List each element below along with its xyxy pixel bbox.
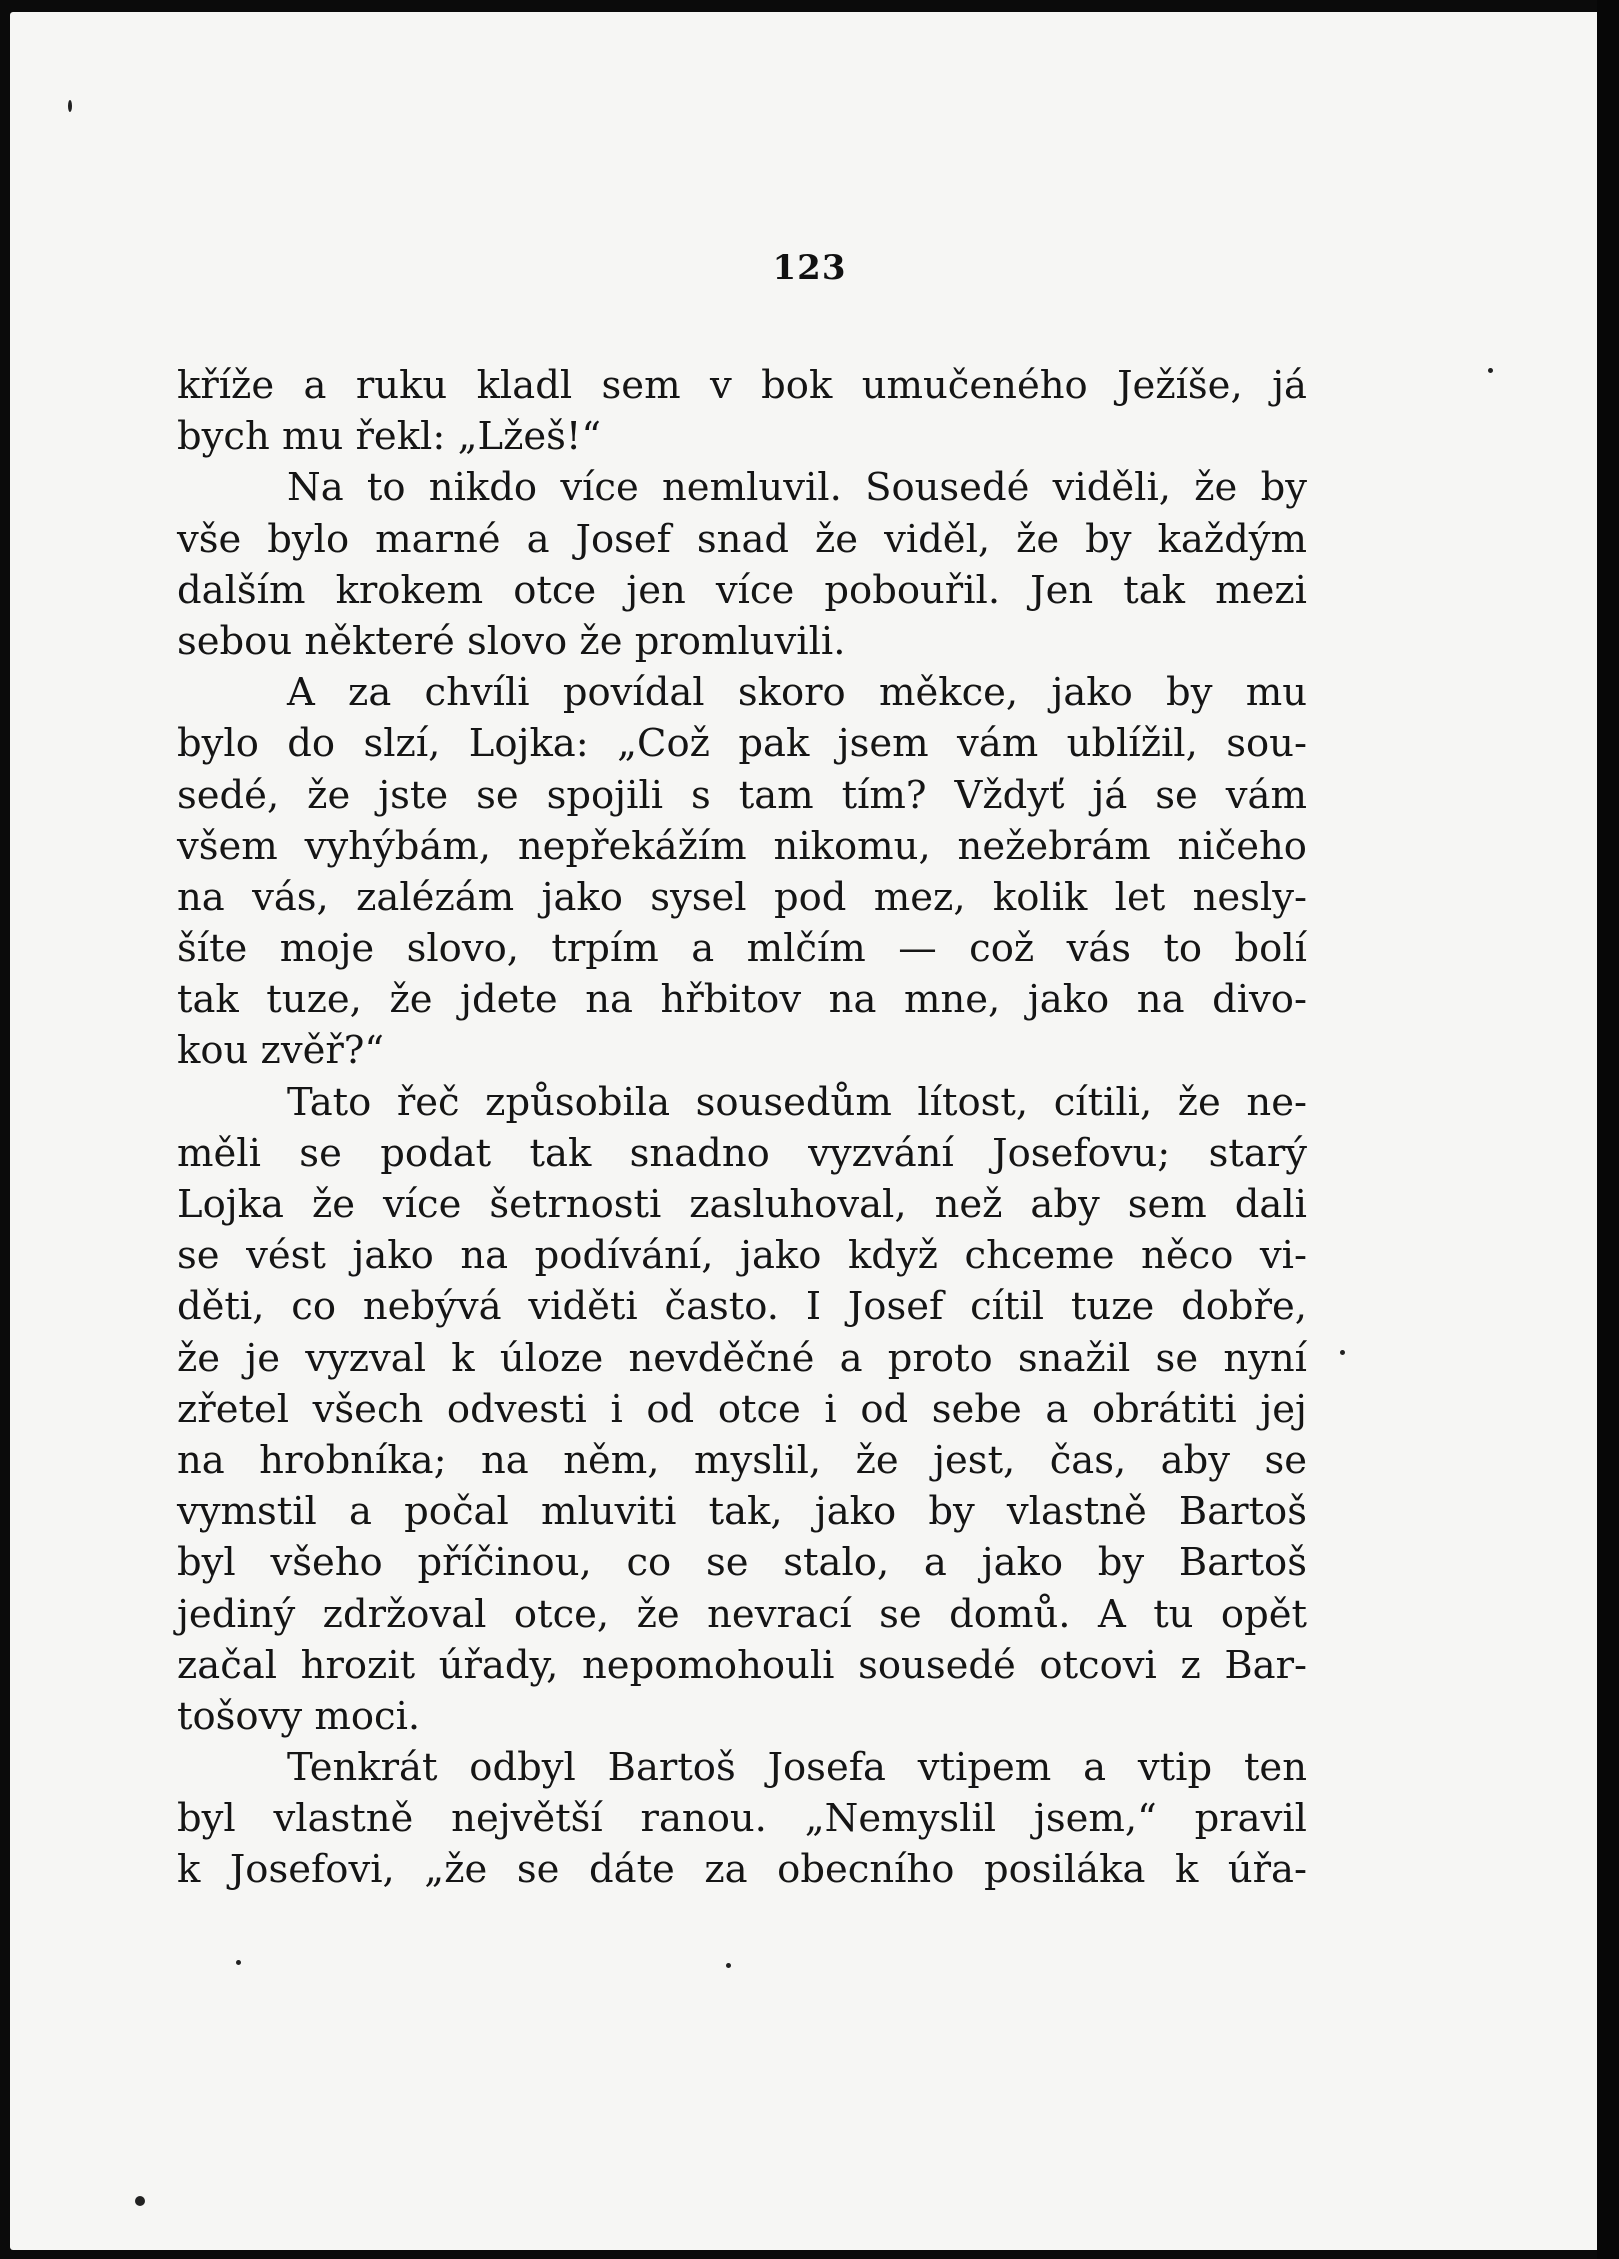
text-line: sedé, že jste se spojili s tam tím? Vždyť já se vám [177,772,1307,818]
text-line: k Josefovi, „že se dáte za obecního posiláka k úřa- [177,1847,1307,1893]
text-line: sebou některé slovo že promluvili. [177,618,846,664]
scan-speck [68,100,72,112]
text-line: Na to nikdo více nemluvil. Sousedé viděli, že by [287,465,1307,511]
text-line: na vás, zalézám jako sysel pod mez, kolik let nesly- [177,874,1307,920]
text-line: kou zvěř?“ [177,1028,385,1074]
text-line: Tato řeč způsobila sousedům lítost, cítili, že ne- [287,1079,1307,1125]
text-line: vše bylo marné a Josef snad že viděl, že by každým [177,516,1307,562]
text-line: všem vyhýbám, nepřekážím nikomu, nežebrám ničeho [177,823,1307,869]
text-line: děti, co nebývá viděti často. I Josef cítil tuze dobře, [177,1284,1307,1330]
text-line: Lojka že více šetrnosti zasluhoval, než aby sem dali [177,1182,1307,1227]
text-line: vymstil a počal mluviti tak, jako by vlastně Bartoš [177,1489,1307,1535]
text-line: že je vyzval k úloze nevděčné a proto snažil se nyní [177,1335,1307,1381]
text-line: dalším krokem otce jen více pobouřil. Jen tak mezi [177,567,1307,613]
body-text [177,360,1307,1896]
text-line: začal hrozit úřady, nepomohouli sousedé otcovi z Bar- [177,1642,1307,1688]
text-line: byl všeho příčinou, co se stalo, a jako by Bartoš [177,1540,1307,1586]
scan-speck [726,1963,731,1968]
page-number: 123 [772,248,847,288]
text-line: jediný zdržoval otce, že nevrací se domů. A tu opět [177,1591,1307,1637]
text-line: A za chvíli povídal skoro měkce, jako by mu [287,670,1307,716]
text-line: měli se podat tak snadno vyzvání Josefovu; starý [177,1130,1307,1176]
scan-speck [1488,368,1493,373]
text-line: tošovy moci. [177,1693,421,1739]
text-line: bych mu řekl: „Lžeš!“ [177,414,602,460]
text-line: byl vlastně největší ranou. „Nemyslil jsem,“ pravil [177,1796,1307,1842]
text-line: tak tuze, že jdete na hřbitov na mne, jako na divo- [177,977,1307,1023]
text-line: se vést jako na podívání, jako když chceme něco vi- [177,1233,1307,1279]
scan-speck [135,2196,145,2206]
text-line: šíte moje slovo, trpím a mlčím — což vás to bolí [177,926,1307,972]
scan-border [1597,0,1619,2259]
scan-speck [236,1960,241,1965]
text-line: bylo do slzí, Lojka: „Což pak jsem vám ublížil, sou- [177,721,1307,767]
text-line: zřetel všech odvesti i od otce i od sebe a obrátiti jej [177,1386,1307,1432]
text-line: Tenkrát odbyl Bartoš Josefa vtipem a vtip ten [287,1745,1307,1791]
text-line: kříže a ruku kladl sem v bok umučeného Ježíše, já [177,363,1307,408]
scan-speck [1340,1350,1345,1355]
text-line: na hrobníka; na něm, myslil, že jest, čas, aby se [177,1437,1307,1483]
